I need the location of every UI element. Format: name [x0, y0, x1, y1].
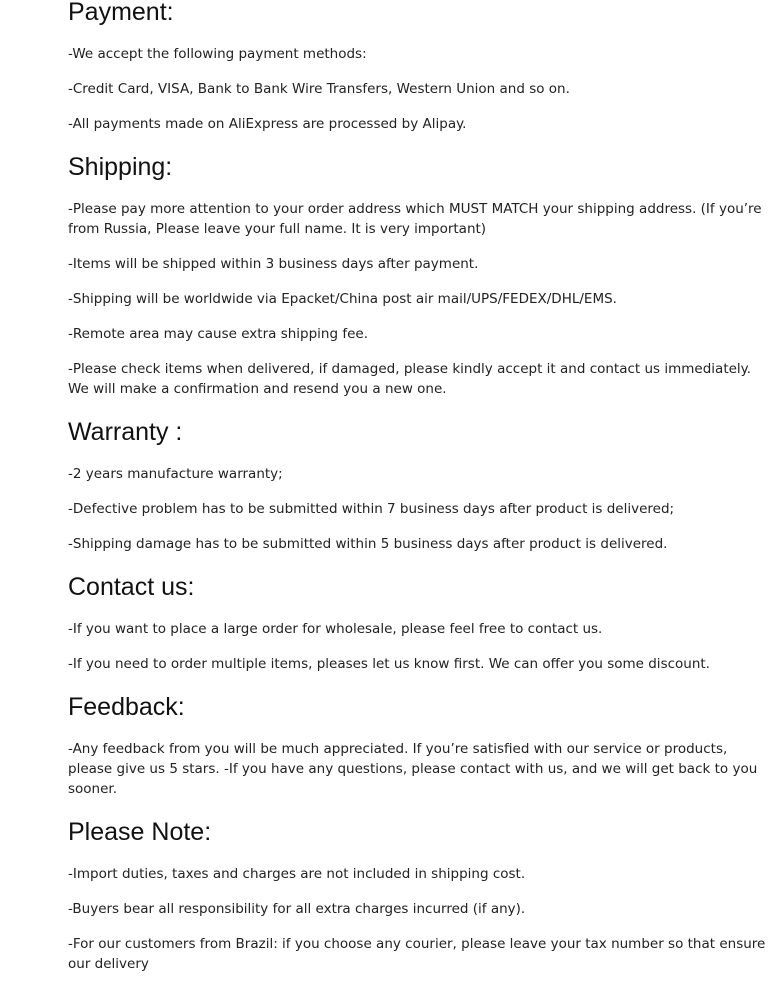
warranty-paragraph: -2 years manufacture warranty; — [68, 466, 283, 482]
payment-heading: Payment: — [68, 0, 174, 26]
contact-heading: Contact us: — [68, 573, 195, 601]
shipping-heading: Shipping: — [68, 153, 173, 181]
payment-paragraph: -We accept the following payment methods: — [68, 46, 367, 62]
warranty-heading: Warranty : — [68, 418, 183, 446]
shipping-paragraph: -Please pay more attention to your order address which MUST MATCH your shipping address. (If you’re from Russia, Please leave your full name. It is very important) — [68, 201, 762, 237]
note-paragraph: -Buyers bear all responsibility for all extra charges incurred (if any). — [68, 901, 526, 917]
contact-section — [68, 569, 768, 674]
policy-document — [68, 0, 768, 989]
payment-paragraph: -All payments made on AliExpress are processed by Alipay. — [68, 116, 467, 132]
note-section — [68, 814, 768, 974]
warranty-paragraph: -Shipping damage has to be submitted within 5 business days after product is delivered. — [68, 536, 668, 552]
payment-section — [68, 0, 768, 134]
shipping-paragraph: -Please check items when delivered, if damaged, please kindly accept it and contact us immediately. We will make a confirmation and resend you a new one. — [68, 361, 752, 397]
note-paragraph: -For our customers from Brazil: if you choose any courier, please leave your tax number so that ensure our delivery — [68, 936, 766, 972]
shipping-paragraph: -Items will be shipped within 3 business days after payment. — [68, 256, 479, 272]
warranty-section — [68, 414, 768, 554]
feedback-paragraph: -Any feedback from you will be much appreciated. If you’re satisfied with our service or products, please give us 5 stars. -If you have any questions, please contact with us, and we will get back to you sooner. — [68, 741, 758, 797]
contact-paragraph: -If you want to place a large order for wholesale, please feel free to contact us. — [68, 621, 603, 637]
payment-paragraph: -Credit Card, VISA, Bank to Bank Wire Transfers, Western Union and so on. — [68, 81, 570, 97]
shipping-paragraph: -Remote area may cause extra shipping fee. — [68, 326, 368, 342]
warranty-paragraph: -Defective problem has to be submitted within 7 business days after product is delivered; — [68, 501, 675, 517]
note-heading: Please Note: — [68, 818, 212, 846]
feedback-section — [68, 689, 768, 799]
contact-paragraph: -If you need to order multiple items, pleases let us know first. We can offer you some discount. — [68, 656, 710, 672]
shipping-paragraph: -Shipping will be worldwide via Epacket/China post air mail/UPS/FEDEX/DHL/EMS. — [68, 291, 617, 307]
shipping-section — [68, 149, 768, 399]
feedback-heading: Feedback: — [68, 693, 185, 721]
note-paragraph: -Import duties, taxes and charges are not included in shipping cost. — [68, 866, 526, 882]
